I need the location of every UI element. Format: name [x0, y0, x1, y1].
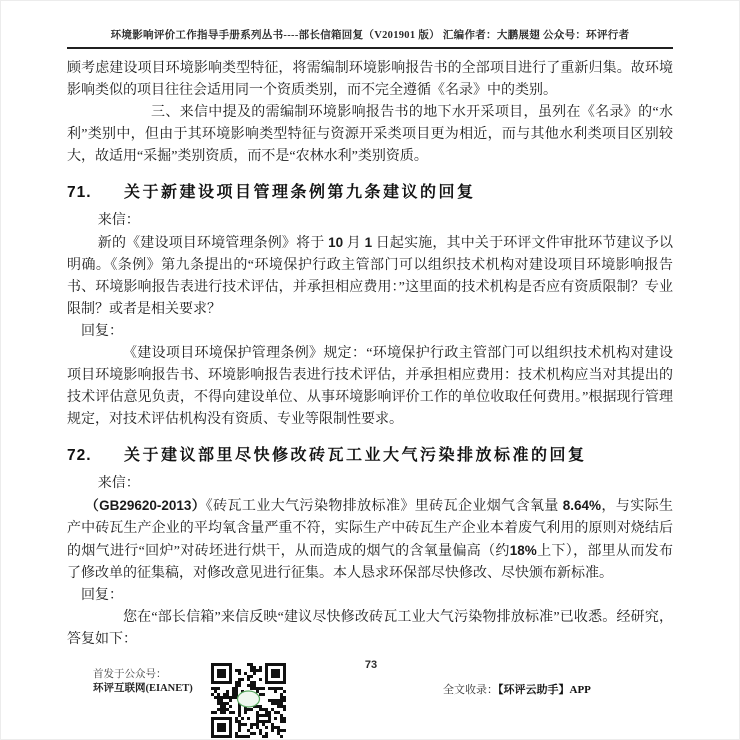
section-71-title: 关于新建设项目管理条例第九条建议的回复 [124, 184, 476, 201]
section-72-reply-label: 回复： [81, 588, 123, 603]
page-number: 73 [364, 659, 378, 671]
section-71-heading [67, 181, 673, 205]
qr-code-icon [211, 663, 286, 738]
footer-publisher-name: 环评互联网(EIANET) [93, 683, 193, 694]
section-72-title: 关于建议部里尽快修改砖瓦工业大气污染排放标准的回复 [124, 447, 587, 464]
section-72-number: 72. [67, 447, 92, 464]
section-71-letter-text: 新的《建设项目环境管理条例》将于 10 月 1 日起实施，其中关于环评文件审批环节建议予以明确。《条例》第九条提出的“环境保护行政主管部门可以组织技术机构对建设项目环境影响报告书、环境影响报告表进行技术评估，并承担相应费用：”这里面的技术机构是否应有资质限制？专业限制？或者是相关要求？ [67, 235, 674, 317]
section-72-reply-text: 您在“部长信箱”来信反映“建议尽快修改砖瓦工业大气污染物排放标准”已收悉。经研究，答复如下： [67, 610, 673, 647]
section-71-letter-label: 来信： [97, 213, 140, 228]
document-body [1, 1, 739, 651]
footer-collection-note [443, 681, 591, 697]
intro-paragraph-item3: 三、来信中提及的需编制环境影响报告书的地下水开采项目，虽列在《名录》的“水利”类别中，但由于其环境影响类型特征与资源开采类项目更为相近，而与其他水利类项目区别较大，故适用“采掘”类别资质，而不是“农林水利”类别资质。 [67, 105, 673, 164]
section-71-reply-label: 回复： [81, 324, 123, 339]
footer-publisher-label: 首发于公众号： [93, 669, 167, 680]
section-72-letter-label: 来信： [97, 476, 140, 491]
running-header: 环境影响评价工作指导手册系列丛书----部长信箱回复（V201901 版） 汇编作者：大鹏展翅 公众号：环评行者 [67, 27, 673, 49]
section-72-letter-text: （GB29620-2013）《砖瓦工业大气污染物排放标准》里砖瓦企业烟气含氧量 8.64%，与实际生产中砖瓦生产企业的平均氧含量严重不符，实际生产中砖瓦生产企业本着废气利用的原则对烧结后的烟气进行“回炉”对砖坯进行烘干，从而造成的烟气的含氧量偏高（约18%上下），部里从而发布了修改单的征集稿，对修改意见进行征集。本人恳求环保部尽快修改、尽快颁布新标准。 [67, 498, 674, 581]
footer-collection-prefix: 全文收录： [443, 684, 498, 696]
section-72-heading [67, 444, 673, 468]
section-71-reply-text: 《建设项目环境保护管理条例》规定：“环境保护行政主管部门可以组织技术机构对建设项目环境影响报告书、环境影响报告表进行技术评估，并承担相应费用：技术机构应当对其提出的技术评估意见负责，不得向建设单位、从事环境影响评价工作的单位收取任何费用。”根据现行管理规定，对技术评估机构没有资质、专业等限制性要求。 [67, 346, 673, 427]
footer-publisher [93, 668, 193, 696]
footer-collection-app: 【环评云助手】APP [498, 684, 591, 696]
intro-paragraph-continued: 顾考虑建设项目环境影响类型特征，将需编制环境影响报告书的全部项目进行了重新归集。故环境影响类似的项目往往会适用同一个资质类别，而不完全遵循《名录》中的类别。 [67, 61, 673, 98]
section-71-number: 71. [67, 184, 92, 201]
